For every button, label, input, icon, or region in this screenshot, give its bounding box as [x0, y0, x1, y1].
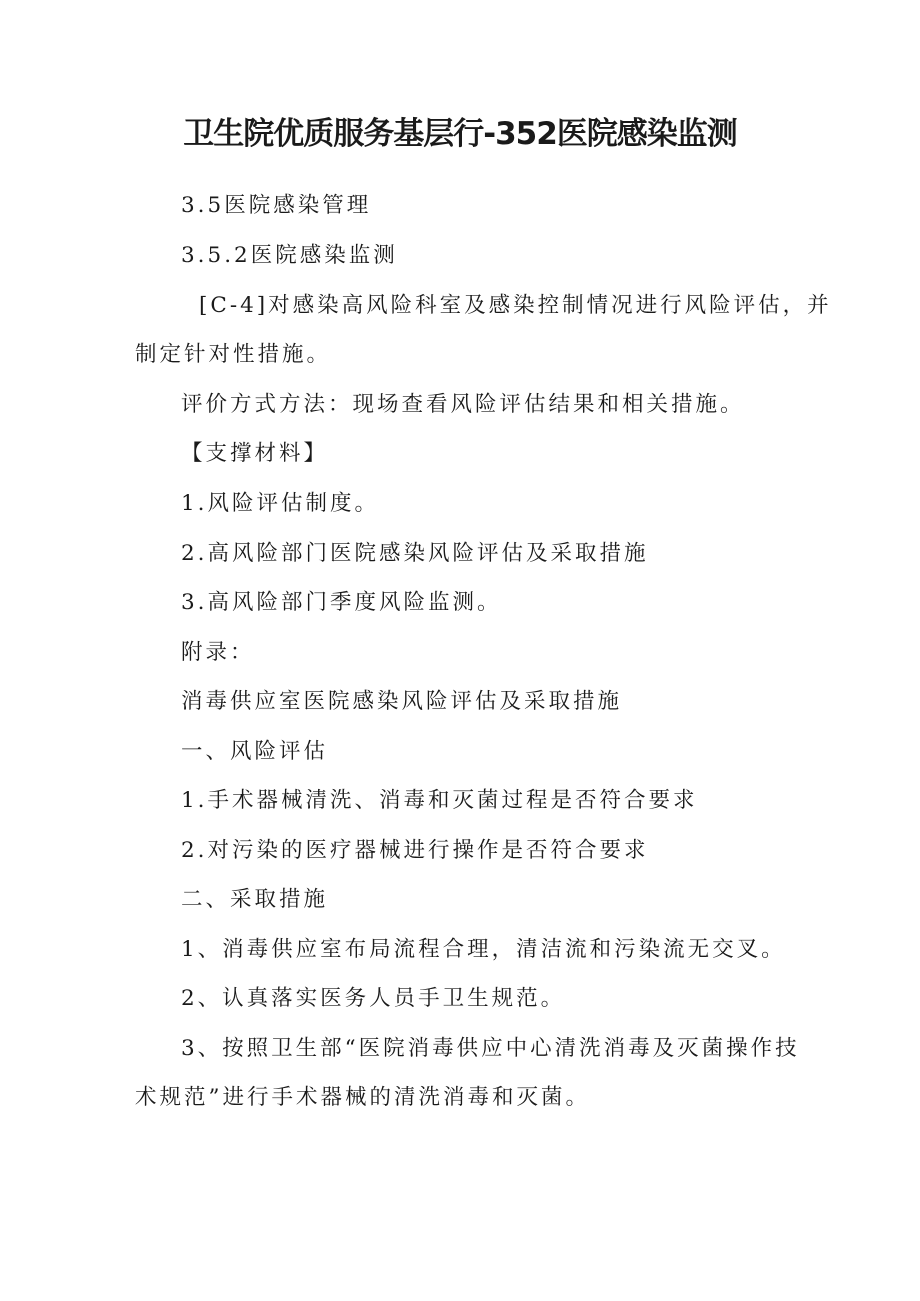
list-item: 3、按照卫生部“医院消毒供应中心清洗消毒及灭菌操作技	[181, 1036, 800, 1061]
section-heading: 3.5医院感染管理	[181, 193, 372, 218]
risk-assessment-heading: 一、风险评估	[181, 739, 329, 764]
evaluation-method: 评价方式方法：现场查看风险评估结果和相关措施。	[181, 392, 745, 417]
list-item: 1.风险评估制度。	[181, 491, 380, 516]
list-item-continued: 术规范”进行手术器械的清洗消毒和灭菌。	[135, 1085, 590, 1110]
list-item: 2.对污染的医疗器械进行操作是否符合要求	[181, 838, 649, 863]
subsection-heading: 3.5.2医院感染监测	[181, 243, 398, 268]
list-item: 1、消毒供应室布局流程合理，清洁流和污染流无交叉。	[181, 937, 786, 962]
appendix-label: 附录：	[181, 640, 255, 665]
measures-heading: 二、采取措施	[181, 887, 329, 912]
appendix-title: 消毒供应室医院感染风险评估及采取措施	[181, 689, 623, 714]
criterion-text-continued: 制定针对性措施。	[135, 342, 332, 367]
document-title: 卫生院优质服务基层行-352医院感染监测	[183, 116, 737, 152]
criterion-text: [C-4]对感染高风险科室及感染控制情况进行风险评估，并	[199, 293, 832, 318]
list-item: 2.高风险部门医院感染风险评估及采取措施	[181, 541, 649, 566]
list-item: 1.手术器械清洗、消毒和灭菌过程是否符合要求	[181, 788, 698, 813]
supporting-materials-heading: 【支撑材料】	[181, 441, 329, 466]
list-item: 2、认真落实医务人员手卫生规范。	[181, 986, 566, 1011]
list-item: 3.高风险部门季度风险监测。	[181, 590, 502, 615]
